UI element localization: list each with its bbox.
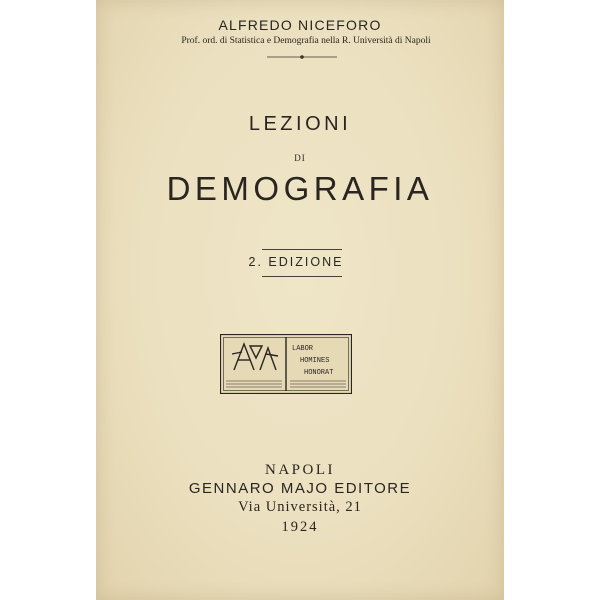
open-book-printer-mark-icon [220, 334, 352, 394]
publisher-address: Via Università, 21 [238, 499, 362, 515]
author-name: ALFREDO NICEFORO [218, 17, 382, 33]
title-line-demografia: DEMOGRAFIA [166, 170, 434, 207]
motto-line-2: HOMINES [300, 357, 330, 365]
edition-label: 2. EDIZIONE [248, 255, 344, 269]
edition-rule-top [262, 249, 342, 250]
motto-line-1: LABOR [292, 345, 314, 353]
title-line-di: DI [294, 153, 306, 163]
divider-ornament-icon [267, 54, 337, 60]
publisher-city: NAPOLI [265, 462, 335, 478]
title-page [96, 0, 504, 600]
motto-line-3: HONORAT [304, 369, 334, 377]
edition-rule-bottom [262, 276, 342, 277]
author-affiliation: Prof. ord. di Statistica e Demografia nella R. Università di Napoli [181, 36, 431, 46]
publisher-name: GENNARO MAJO EDITORE [188, 480, 412, 497]
title-line-lezioni: LEZIONI [248, 113, 352, 135]
publication-year: 1924 [281, 519, 319, 535]
